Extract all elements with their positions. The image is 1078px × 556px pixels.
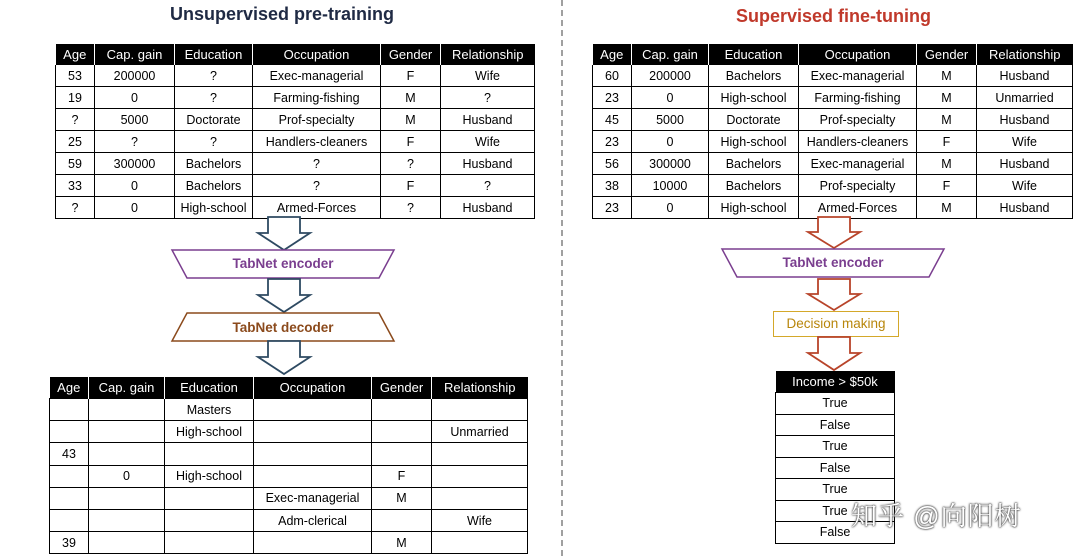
- table-cell: High-school: [165, 465, 254, 487]
- right-title: Supervised fine-tuning: [736, 6, 932, 26]
- table-cell: High-school: [709, 131, 799, 153]
- table-cell: Exec-managerial: [799, 153, 917, 175]
- table-cell: [432, 443, 528, 465]
- table-cell: 200000: [95, 65, 175, 87]
- table-cell: ?: [253, 175, 381, 197]
- table-cell: Bachelors: [175, 175, 253, 197]
- income-value: True: [776, 436, 895, 458]
- table-cell: Husband: [441, 109, 535, 131]
- table-cell: M: [917, 87, 977, 109]
- table-cell: [254, 399, 372, 421]
- table-cell: [254, 421, 372, 443]
- table-cell: [165, 487, 254, 509]
- table-cell: [89, 532, 165, 554]
- column-header: Education: [165, 377, 254, 399]
- column-header: Occupation: [799, 44, 917, 65]
- table-row: [56, 131, 535, 153]
- table-cell: Handlers-cleaners: [253, 131, 381, 153]
- column-header: Cap. gain: [89, 377, 165, 399]
- left-arrow-3: [256, 341, 312, 375]
- table-cell: [50, 421, 89, 443]
- table-row: [50, 532, 528, 554]
- column-header: Relationship: [432, 377, 528, 399]
- right-arrow-3: [806, 337, 862, 371]
- table-cell: 45: [593, 109, 632, 131]
- left-arrow-2: [256, 279, 312, 313]
- table-cell: 0: [95, 175, 175, 197]
- table-cell: Exec-managerial: [253, 65, 381, 87]
- table-cell: M: [917, 197, 977, 219]
- table-cell: M: [381, 109, 441, 131]
- table-cell: [89, 509, 165, 531]
- table-header-row: [593, 44, 1073, 65]
- table-cell: 23: [593, 197, 632, 219]
- table-cell: [372, 399, 432, 421]
- table-cell: 0: [95, 197, 175, 219]
- table-cell: Exec-managerial: [799, 65, 917, 87]
- table-row: [593, 131, 1073, 153]
- table-cell: High-school: [175, 197, 253, 219]
- table-row: [776, 457, 895, 479]
- table-row: [50, 465, 528, 487]
- table-cell: Bachelors: [709, 153, 799, 175]
- table-row: [593, 65, 1073, 87]
- column-header: Occupation: [254, 377, 372, 399]
- table-cell: Exec-managerial: [254, 487, 372, 509]
- table-cell: F: [917, 131, 977, 153]
- table-cell: Farming-fishing: [253, 87, 381, 109]
- table-cell: F: [917, 175, 977, 197]
- table-cell: ?: [175, 131, 253, 153]
- table-cell: [50, 465, 89, 487]
- table-cell: Armed-Forces: [253, 197, 381, 219]
- table-row: [56, 65, 535, 87]
- column-header: Relationship: [977, 44, 1073, 65]
- left-output-table: [49, 377, 528, 554]
- watermark: 知乎 @向阳树: [851, 501, 1022, 531]
- table-cell: 0: [632, 131, 709, 153]
- table-cell: F: [372, 465, 432, 487]
- table-cell: ?: [175, 65, 253, 87]
- table-cell: High-school: [709, 197, 799, 219]
- table-cell: [89, 399, 165, 421]
- table-cell: 39: [50, 532, 89, 554]
- table-cell: Unmarried: [432, 421, 528, 443]
- table-cell: [254, 465, 372, 487]
- table-cell: [254, 532, 372, 554]
- table-cell: Prof-specialty: [799, 175, 917, 197]
- table-cell: ?: [441, 87, 535, 109]
- table-cell: 19: [56, 87, 95, 109]
- left-encoder-label: TabNet encoder: [232, 256, 334, 271]
- table-cell: Bachelors: [709, 65, 799, 87]
- column-header: Education: [709, 44, 799, 65]
- left-arrow-1: [256, 217, 312, 251]
- table-cell: [50, 509, 89, 531]
- table-cell: [89, 487, 165, 509]
- table-cell: 25: [56, 131, 95, 153]
- column-header: Education: [175, 44, 253, 65]
- column-header: Age: [50, 377, 89, 399]
- table-cell: Bachelors: [709, 175, 799, 197]
- section-divider: [561, 0, 563, 556]
- table-cell: [432, 465, 528, 487]
- table-row: [593, 197, 1073, 219]
- table-row: [50, 421, 528, 443]
- left-decoder-label: TabNet decoder: [232, 320, 334, 335]
- table-cell: Wife: [977, 175, 1073, 197]
- right-arrow-2: [806, 279, 862, 311]
- table-cell: F: [381, 131, 441, 153]
- table-cell: M: [917, 153, 977, 175]
- table-cell: 56: [593, 153, 632, 175]
- table-cell: 59: [56, 153, 95, 175]
- table-cell: High-school: [709, 87, 799, 109]
- table-cell: Husband: [977, 65, 1073, 87]
- column-header: Age: [593, 44, 632, 65]
- table-cell: High-school: [165, 421, 254, 443]
- table-cell: 33: [56, 175, 95, 197]
- table-cell: Unmarried: [977, 87, 1073, 109]
- table-cell: M: [381, 87, 441, 109]
- decision-making-box: Decision making: [773, 311, 899, 337]
- table-row: [593, 175, 1073, 197]
- table-row: [593, 109, 1073, 131]
- table-cell: 43: [50, 443, 89, 465]
- table-header-row: [50, 377, 528, 399]
- table-cell: Husband: [977, 153, 1073, 175]
- left-input-table: [55, 44, 535, 219]
- table-row: [776, 414, 895, 436]
- table-header-row: [56, 44, 535, 65]
- table-cell: [165, 532, 254, 554]
- column-header: Gender: [917, 44, 977, 65]
- column-header: Gender: [372, 377, 432, 399]
- table-cell: 0: [632, 87, 709, 109]
- table-cell: Wife: [977, 131, 1073, 153]
- table-cell: 53: [56, 65, 95, 87]
- column-header: Cap. gain: [632, 44, 709, 65]
- income-header: Income > $50k: [776, 371, 895, 393]
- left-title: Unsupervised pre-training: [170, 4, 395, 24]
- table-cell: Wife: [441, 65, 535, 87]
- table-cell: [50, 399, 89, 421]
- table-cell: [165, 509, 254, 531]
- table-cell: [89, 421, 165, 443]
- table-row: [56, 109, 535, 131]
- table-row: [593, 87, 1073, 109]
- table-cell: 5000: [95, 109, 175, 131]
- table-cell: [432, 487, 528, 509]
- table-cell: Bachelors: [175, 153, 253, 175]
- income-value: True: [776, 393, 895, 415]
- table-cell: Husband: [977, 109, 1073, 131]
- table-cell: Handlers-cleaners: [799, 131, 917, 153]
- table-cell: M: [917, 65, 977, 87]
- table-cell: Farming-fishing: [799, 87, 917, 109]
- table-row: [50, 399, 528, 421]
- table-cell: [50, 487, 89, 509]
- table-cell: [254, 443, 372, 465]
- table-cell: [89, 443, 165, 465]
- column-header: Age: [56, 44, 95, 65]
- table-cell: 0: [95, 87, 175, 109]
- table-cell: ?: [381, 153, 441, 175]
- income-value: False: [776, 457, 895, 479]
- table-cell: ?: [381, 197, 441, 219]
- table-cell: F: [381, 175, 441, 197]
- table-cell: Husband: [441, 197, 535, 219]
- income-value: False: [776, 522, 895, 544]
- table-cell: Prof-specialty: [799, 109, 917, 131]
- table-cell: [165, 443, 254, 465]
- table-row: [50, 487, 528, 509]
- income-value: True: [776, 500, 895, 522]
- table-cell: ?: [56, 197, 95, 219]
- table-cell: 300000: [95, 153, 175, 175]
- table-cell: [432, 532, 528, 554]
- table-cell: Prof-specialty: [253, 109, 381, 131]
- table-row: [56, 197, 535, 219]
- right-input-table: [592, 44, 1073, 219]
- column-header: Gender: [381, 44, 441, 65]
- table-cell: F: [381, 65, 441, 87]
- table-cell: [372, 421, 432, 443]
- table-cell: Wife: [441, 131, 535, 153]
- table-cell: M: [917, 109, 977, 131]
- table-cell: ?: [95, 131, 175, 153]
- table-row: [50, 509, 528, 531]
- table-cell: ?: [56, 109, 95, 131]
- table-cell: Husband: [441, 153, 535, 175]
- table-row: [776, 436, 895, 458]
- table-cell: 200000: [632, 65, 709, 87]
- table-cell: 0: [632, 197, 709, 219]
- table-row: [776, 393, 895, 415]
- table-cell: Wife: [432, 509, 528, 531]
- column-header: Occupation: [253, 44, 381, 65]
- table-cell: 23: [593, 87, 632, 109]
- right-encoder-label: TabNet encoder: [782, 255, 884, 270]
- table-cell: ?: [441, 175, 535, 197]
- table-cell: [372, 509, 432, 531]
- table-cell: [372, 443, 432, 465]
- income-value: False: [776, 414, 895, 436]
- table-cell: Adm-clerical: [254, 509, 372, 531]
- table-cell: Masters: [165, 399, 254, 421]
- table-row: [56, 175, 535, 197]
- column-header: Relationship: [441, 44, 535, 65]
- table-cell: 23: [593, 131, 632, 153]
- right-arrow-1: [806, 217, 862, 249]
- table-cell: 38: [593, 175, 632, 197]
- table-cell: M: [372, 532, 432, 554]
- table-cell: [432, 399, 528, 421]
- table-cell: ?: [253, 153, 381, 175]
- table-cell: 60: [593, 65, 632, 87]
- table-cell: 10000: [632, 175, 709, 197]
- table-cell: 0: [89, 465, 165, 487]
- table-cell: 5000: [632, 109, 709, 131]
- income-value: True: [776, 479, 895, 501]
- table-cell: Husband: [977, 197, 1073, 219]
- table-row: [56, 87, 535, 109]
- table-row: [593, 153, 1073, 175]
- table-row: [56, 153, 535, 175]
- table-cell: Doctorate: [175, 109, 253, 131]
- table-row: [50, 443, 528, 465]
- table-cell: M: [372, 487, 432, 509]
- table-cell: 300000: [632, 153, 709, 175]
- table-cell: Armed-Forces: [799, 197, 917, 219]
- table-cell: ?: [175, 87, 253, 109]
- column-header: Cap. gain: [95, 44, 175, 65]
- table-cell: Doctorate: [709, 109, 799, 131]
